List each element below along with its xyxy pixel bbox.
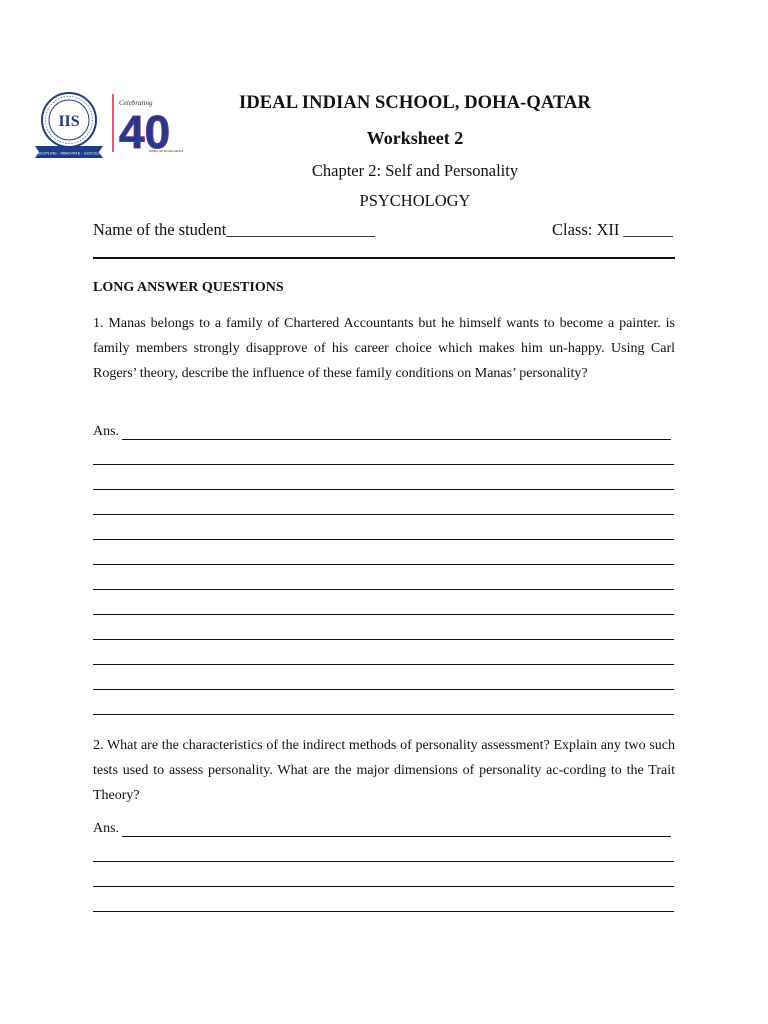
- answer-1-line: [93, 489, 674, 490]
- section-title: LONG ANSWER QUESTIONS: [93, 280, 284, 295]
- answer-1-line-first: [122, 439, 671, 440]
- emblem-text: IIS: [58, 113, 80, 130]
- answer-2-line: [93, 886, 674, 887]
- worksheet-title: Worksheet 2: [366, 128, 464, 148]
- answer-1-line: [93, 664, 674, 665]
- chapter-title: Chapter 2: Self and Personality: [311, 161, 519, 180]
- answer-1-line: [93, 639, 674, 640]
- school-name: IDEAL INDIAN SCHOOL, DOHA-QATAR: [239, 93, 591, 113]
- header-divider: [93, 257, 675, 259]
- answer-1-line: [93, 564, 674, 565]
- student-name-field: Name of the student__________________: [93, 220, 375, 239]
- answer-1-line: [93, 464, 674, 465]
- answer-1-label: Ans.: [93, 424, 120, 439]
- answer-2-label: Ans.: [93, 821, 120, 836]
- anniversary-number: 40: [119, 106, 171, 158]
- celebrating-text: Celebrating: [119, 99, 153, 107]
- anniversary-caption: YEARS OF EXCELLENCE: [148, 149, 183, 153]
- answer-1-line: [93, 689, 674, 690]
- question-2-text: 2. What are the characteristics of the indirect methods of personality assessment? Explain any two such tests used to assess personality. What are the major dimensions of personality ac-cording to the Trait Theory?: [93, 738, 675, 803]
- answer-1-line: [93, 614, 674, 615]
- school-logo: [33, 88, 183, 160]
- question-1-text: 1. Manas belongs to a family of Chartered Accountants but he himself wants to become a painter. is family members strongly disapprove of his career choice which makes him un-happy. Using Carl Rogers’ theory, describe the influence of these family conditions on Manas’ personality?: [93, 316, 675, 381]
- answer-1-line: [93, 539, 674, 540]
- subject-title: PSYCHOLOGY: [359, 191, 471, 210]
- school-emblem-icon: [33, 88, 183, 160]
- answer-2-line: [93, 911, 674, 912]
- answer-1-line: [93, 589, 674, 590]
- class-field: Class: XII ______: [552, 220, 673, 239]
- answer-1-line: [93, 514, 674, 515]
- answer-2-line: [93, 861, 674, 862]
- answer-1-line: [93, 714, 674, 715]
- ribbon-text: DISCIPLINE · INNOVATE · SUCCESS: [34, 150, 104, 156]
- answer-2-line-first: [122, 836, 671, 837]
